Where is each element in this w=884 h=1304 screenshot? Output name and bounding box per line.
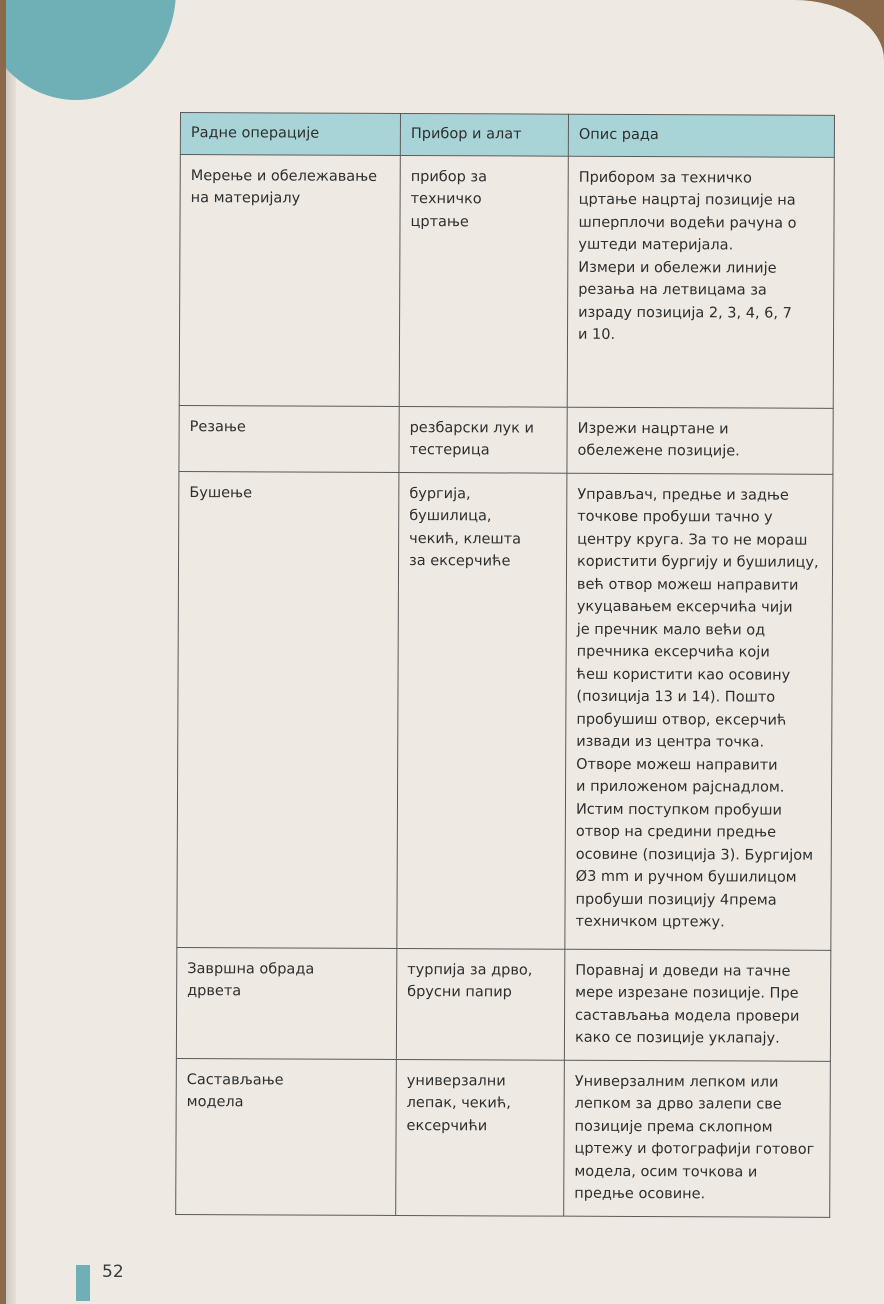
tools-cell: бургија, бушилица, чекић, клешта за ексерчиће [397,472,567,949]
description-cell: Изрежи нацртане и обележене позиције. [567,407,833,474]
table-row [176,1058,831,1217]
book-page [6,0,884,1304]
operation-cell: Састављање модела [176,1058,397,1215]
table-header-row [180,113,834,157]
tools-cell: резбарски лук и тестерица [399,406,567,473]
operation-cell: Бушење [177,471,399,948]
description-cell: Поравнај и доведи на тачне мере изрезане позиције. Пре састављања модела провери како се позиције уклапају. [564,949,830,1061]
header-operations: Радне операције [180,113,400,155]
tools-cell: прибор за техничко цртање [399,155,568,407]
description-cell: Прибором за техничко цртање нацртај позиције на шперплочи водећи рачуна о уштеди материјала. Измери и обележи линије резања на летвицама за израду позиција 2, 3, 4, 6, 7 и 10. [567,156,834,408]
tools-cell: универзални лепак, чекић, ексерчићи [396,1059,565,1216]
corner-decoration [6,0,176,100]
header-tools: Прибор и алат [400,113,568,155]
table-row [177,471,833,950]
page-edge [6,0,16,1304]
page-number: 52 [102,1262,124,1282]
operation-cell: Мерење и обележавање на материјалу [179,154,400,406]
table-row [176,947,830,1061]
description-cell: Универзалним лепком или лепком за дрво залепи све позиције према склопном цртежу и фотографији готовог модела, осим точкова и предње осовине. [564,1060,831,1217]
operations-table-wrapper [175,112,834,1217]
operation-cell: Завршна обрада дрвета [176,947,396,1059]
table-row [179,405,833,474]
table-row [179,154,834,408]
operations-table [175,112,835,1217]
header-description: Опис рада [568,114,834,157]
description-cell: Управљач, предње и задње точкове пробуши тачно у центру круга. За то не мораш користити бургију и бушилицу, већ отвор можеш направити укуцавањем ексерчића чији је пречник мало већи од пречника ексерчића који ћеш користити као осовину (позиција 13 и 14). Пошто пробушиш отвор, ексерчић извади из центра точка. Отворе можеш направити и приложеном рајснадлом. Истим поступком пробуши отвор на средини предње осовине (позиција 3). Бургијом Ø3 mm и ручном бушилицом пробуши позицију 4према техничком цртежу. [565,473,833,950]
operation-cell: Резање [179,405,399,472]
page-number-bar [76,1265,90,1301]
tools-cell: турпија за дрво, брусни папир [396,948,564,1060]
